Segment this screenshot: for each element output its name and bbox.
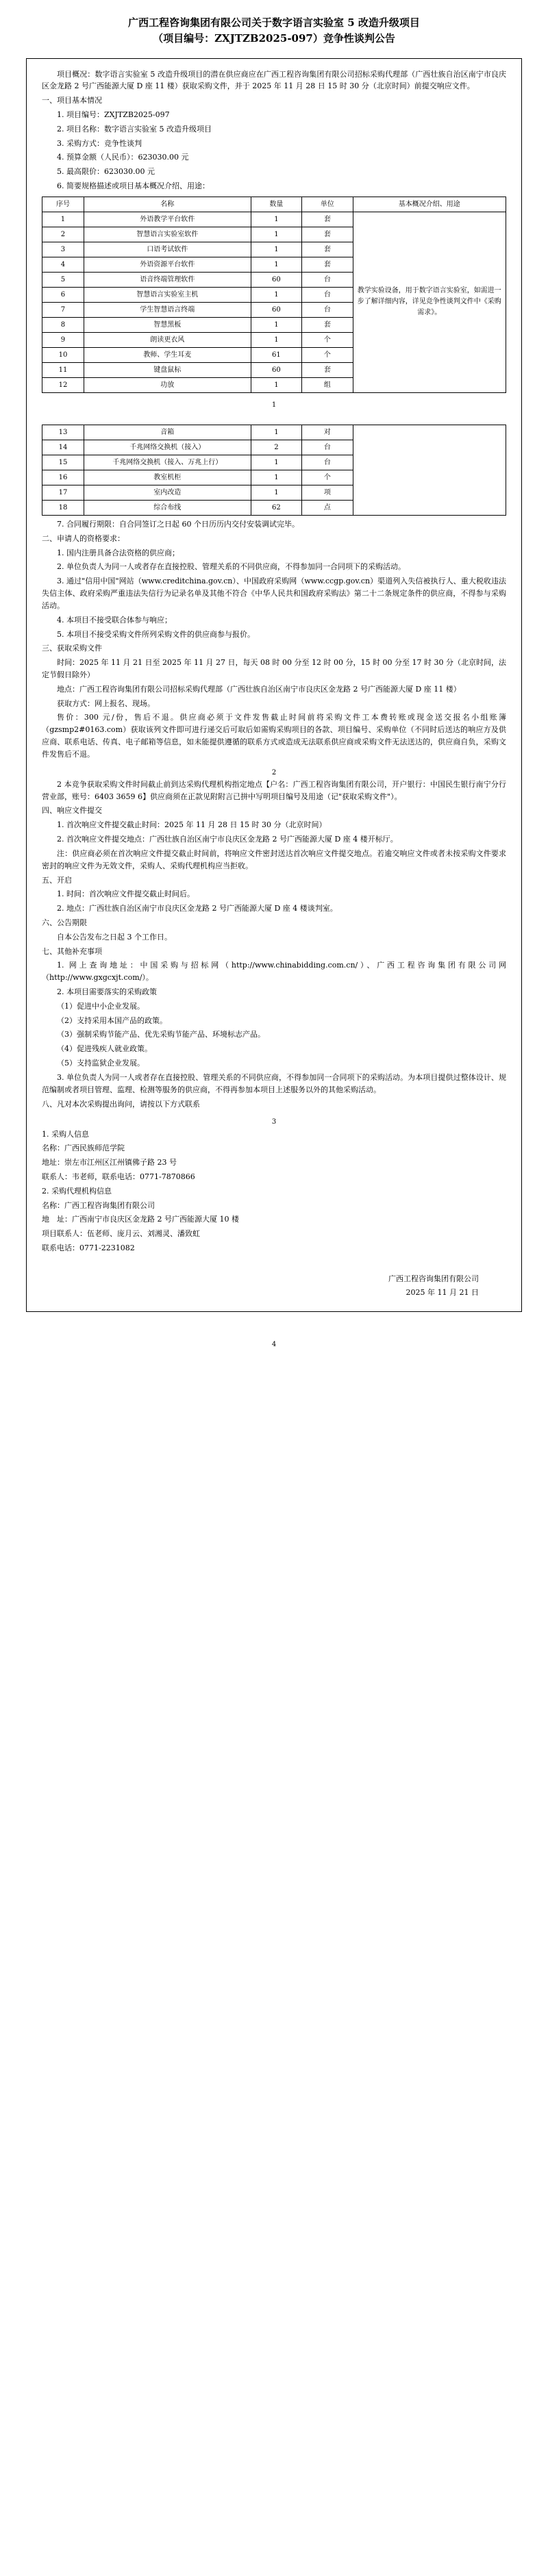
cell-name: 千兆网络交换机（接入、万兆上行） <box>84 455 251 470</box>
section-2-item: 3. 通过"信用中国"网站（www.creditchina.gov.cn）、中国政府采购网（www.ccgp.gov.cn）渠道列入失信被执行人、重大税收违法失信主体、政府采购严重违法失信行为记录名单及其他不符合《中华人民共和国政府采购法》第二十二条规定条件的供应商，不得参与采购活动。 <box>42 577 506 610</box>
cell-index: 16 <box>42 470 84 485</box>
intro-paragraph: 项目概况：数字语言实验室 5 改造升级项目的潜在供应商应在广西工程咨询集团有限公司招标采购代理部（广西壮族自治区南宁市良庆区金龙路 2 号广西能源大厦 D 座 11 楼）获取采购文件，并于 2025 年 11 月 28 日 15 时 30 分（北京时间）前提交响应文件。 <box>42 69 506 91</box>
cell-qty: 60 <box>251 272 301 287</box>
agency-phone: 联系电话：0771-2231082 <box>42 1243 135 1252</box>
section-2-item: 5. 本项目不接受采购文件所列采购文件的供应商参与报价。 <box>57 629 255 639</box>
section-3-item: 售价：300 元/份，售后不退。供应商必须于文件发售截止时间前将采购文件工本费转账或现金送交报名小组账簿（gzsmp2#0163.com）获取该列文件即可进行递交后可取后如需购采购项目的各款、项目编号、采购单位（不同时后送达的响应方及供应商、联系电话、传真、电子邮箱等信息，如未能提供遵循的联系方式或造成无法联系供应商或采购文件无法送达的，供应商自负，采购文件发售后不退。 <box>42 713 506 759</box>
section-5-item: 1. 时间：首次响应文件提交截止时间后。 <box>57 889 195 899</box>
cell-qty: 1 <box>251 332 301 347</box>
title-line-1: 广西工程咨询集团有限公司关于数字语言实验室 5 改造升级项目 <box>128 16 420 29</box>
signature-block <box>42 1272 479 1300</box>
page-number: 1 <box>271 401 277 409</box>
section-2-item: 2. 单位负责人为同一人或者存在直接控股、管理关系的不同供应商，不得参加同一合同项下的采购活动。 <box>57 562 406 572</box>
section-1-item: 2. 项目名称：数字语言实验室 5 改造升级项目 <box>57 124 212 134</box>
section-1-item: 1. 项目编号：ZXJTZB2025-097 <box>57 110 170 119</box>
cell-qty: 1 <box>251 425 301 440</box>
cell-name: 综合布线 <box>84 501 251 516</box>
cell-name: 音箱 <box>84 425 251 440</box>
buyer-address: 地址：崇左市江州区江州镇佛子路 23 号 <box>42 1158 177 1167</box>
cell-qty: 1 <box>251 242 301 257</box>
section-8-heading: 八、凡对本次采购提出询问，请按以下方式联系 <box>42 1099 200 1109</box>
page-number: 3 <box>271 1118 277 1126</box>
table-col-header: 单位 <box>302 197 353 212</box>
cell-description: 教学实验设备，用于数字语言实验室，如需进一步了解详细内容，详见竞争性谈判文件中《采购需求》。 <box>353 212 506 392</box>
cell-index: 9 <box>42 332 84 347</box>
table-col-header: 名称 <box>84 197 251 212</box>
cell-index: 13 <box>42 425 84 440</box>
note-7: 7. 合同履行期限：自合同签订之日起 60 个日历历内交付安装调试完毕。 <box>57 520 299 529</box>
section-5-heading: 五、开启 <box>42 875 72 885</box>
cell-index: 3 <box>42 242 84 257</box>
section-3-item: 时间：2025 年 11 月 21 日至 2025 年 11 月 27 日，每天 08 时 00 分至 12 时 00 分，15 时 00 分至 17 时 30 分（北京时间，法定节假日除外） <box>42 658 506 679</box>
section-3-item: 地点：广西工程咨询集团有限公司招标采购代理部（广西壮族自治区南宁市良庆区金龙路 2 号广西能源大厦 D 座 11 楼） <box>57 684 461 694</box>
cell-index: 2 <box>42 227 84 242</box>
cell-index: 8 <box>42 317 84 332</box>
cell-unit: 台 <box>302 272 353 287</box>
title-line-2: （项目编号：ZXJTZB2025-097）竞争性谈判公告 <box>153 32 395 45</box>
section-1-item: 5. 最高限价：623030.00 元 <box>57 167 155 177</box>
cell-unit: 点 <box>302 501 353 516</box>
cell-unit: 台 <box>302 455 353 470</box>
cell-qty: 1 <box>251 227 301 242</box>
section-1-item: 6. 简要规格描述或项目基本概况介绍、用途： <box>57 181 210 190</box>
page-number: 4 <box>271 1341 277 1349</box>
cell-qty: 60 <box>251 302 301 317</box>
section-5-item: 2. 地点：广西壮族自治区南宁市良庆区金龙路 2 号广西能源大厦 D 座 4 楼谈判室。 <box>57 904 338 913</box>
buyer-heading: 1. 采购人信息 <box>42 1129 89 1139</box>
section-7-item: （3）强制采购节能产品、优先采购节能产品、环境标志产品。 <box>57 1030 265 1039</box>
section-7-item: 1. 网上查询地址：中国采购与招标网（http://www.chinabidding.com.cn/）、广西工程咨询集团有限公司网（http://www.gxgcxjt.com/）。 <box>42 961 506 983</box>
cell-index: 1 <box>42 212 84 227</box>
cell-unit: 套 <box>302 227 353 242</box>
cell-qty: 1 <box>251 485 301 501</box>
cell-qty: 2 <box>251 440 301 455</box>
announcement-body-box <box>26 58 522 1313</box>
cell-unit: 套 <box>302 317 353 332</box>
agency-heading: 2. 采购代理机构信息 <box>42 1186 112 1196</box>
cell-name: 功放 <box>84 377 251 392</box>
section-7-heading: 七、其他补充事项 <box>42 946 102 956</box>
section-1-heading: 一、项目基本情况 <box>42 96 102 105</box>
cell-unit: 台 <box>302 287 353 302</box>
section-1-item: 4. 预算金额（人民币）：623030.00 元 <box>57 153 189 162</box>
table-row <box>42 212 506 227</box>
agency-contact-person: 项目联系人：伍老师、庞月云、刘湘灵、潘致虹 <box>42 1229 200 1239</box>
cell-unit: 套 <box>302 362 353 377</box>
cell-qty: 62 <box>251 501 301 516</box>
cell-unit: 组 <box>302 377 353 392</box>
section-6-item: 自本公告发布之日起 3 个工作日。 <box>57 932 172 942</box>
cell-name: 朗读更衣风 <box>84 332 251 347</box>
cell-index: 10 <box>42 347 84 362</box>
signature-org: 广西工程咨询集团有限公司 <box>388 1274 479 1283</box>
cell-name: 学生智慧语言终端 <box>84 302 251 317</box>
document-page <box>0 15 548 1365</box>
table-col-header: 序号 <box>42 197 84 212</box>
section-7-item: 2. 本项目需要落实的采购政策 <box>57 987 157 996</box>
cell-index: 4 <box>42 257 84 272</box>
agency-name: 名称：广西工程咨询集团有限公司 <box>42 1200 155 1210</box>
cell-name: 室内改造 <box>84 485 251 501</box>
cell-name: 口语考试软件 <box>84 242 251 257</box>
page-number: 2 <box>271 768 277 776</box>
cell-qty: 60 <box>251 362 301 377</box>
signature-date: 2025 年 11 月 21 日 <box>406 1287 479 1297</box>
section-7-item: （5）支持监狱企业发展。 <box>57 1059 145 1068</box>
cell-index: 17 <box>42 485 84 501</box>
section-7-item: （2）支持采用本国产品的政策。 <box>57 1015 167 1025</box>
section-2-heading: 二、申请人的资格要求： <box>42 533 125 543</box>
cell-unit: 项 <box>302 485 353 501</box>
cell-index: 15 <box>42 455 84 470</box>
section-1-item: 3. 采购方式：竞争性谈判 <box>57 138 142 148</box>
cell-name: 智慧黑板 <box>84 317 251 332</box>
table-col-header: 数量 <box>251 197 301 212</box>
section-7-item: 3. 单位负责人为同一人或者存在直接控股、管理关系的不同供应商，不得参加同一合同项下的采购活动。为本项目提供过整体设计、规范编制或者项目管理、监理、检测等服务的供应商，不得再参加本项目上述服务以外的其他采购活动。 <box>42 1072 506 1094</box>
table-col-header: 基本概况介绍、用途 <box>353 197 506 212</box>
section-7-item: （4）促进残疾人就业政策。 <box>57 1044 152 1054</box>
section-4-item: 1. 首次响应文件提交截止时间：2025 年 11 月 28 日 15 时 30 分（北京时间） <box>57 820 327 830</box>
section-2-item: 4. 本项目不接受联合体参与响应； <box>57 615 172 624</box>
buyer-phone: 联系人：韦老师，联系电话：0771-7870866 <box>42 1172 195 1181</box>
cell-index: 11 <box>42 362 84 377</box>
cell-index: 14 <box>42 440 84 455</box>
table-row <box>42 425 506 440</box>
cell-name: 外语教学平台软件 <box>84 212 251 227</box>
agency-address: 地 址：广西南宁市良庆区金龙路 2 号广西能源大厦 10 楼 <box>42 1215 239 1224</box>
cell-index: 6 <box>42 287 84 302</box>
cell-unit: 个 <box>302 347 353 362</box>
cell-name: 千兆网络交换机（接入） <box>84 440 251 455</box>
cell-qty: 1 <box>251 287 301 302</box>
procurement-items-table-part2 <box>42 425 506 516</box>
cell-index: 5 <box>42 272 84 287</box>
cell-index: 12 <box>42 377 84 392</box>
cell-unit: 套 <box>302 212 353 227</box>
cell-description-empty <box>353 425 506 516</box>
section-4-item: 注：供应商必须在首次响应文件提交截止时间前，将响应文件密封送达首次响应文件提交地点。若逾交响应文件或者未按采购文件要求密封的响应文件为无效文件，采购人、采购代理机构应当拒收。 <box>42 848 506 870</box>
cell-unit: 套 <box>302 257 353 272</box>
cell-qty: 1 <box>251 257 301 272</box>
section-3-heading: 三、获取采购文件 <box>42 644 102 653</box>
section-6-heading: 六、公告期限 <box>42 918 87 927</box>
procurement-items-table-part1 <box>42 197 506 393</box>
table-header-row <box>42 197 506 212</box>
section-3-extra: 2 本竞争获取采购文件时间截止前到达采购代理机构指定地点【户名：广西工程咨询集团有限公司，开户银行：中国民生银行南宁分行营业部，账号：6403 3659 6】供应商须在正款见附附言已拼中写明项目编号及用途（记"获取采购文件"）。 <box>42 779 506 801</box>
buyer-name: 名称：广西民族师范学院 <box>42 1144 125 1153</box>
cell-qty: 1 <box>251 317 301 332</box>
cell-qty: 1 <box>251 212 301 227</box>
cell-unit: 个 <box>302 470 353 485</box>
cell-unit: 个 <box>302 332 353 347</box>
cell-name: 智慧语言实验室软件 <box>84 227 251 242</box>
cell-name: 教室机柜 <box>84 470 251 485</box>
cell-name: 智慧语言实验室主机 <box>84 287 251 302</box>
cell-name: 外语资源平台软件 <box>84 257 251 272</box>
cell-name: 语音终端管理软件 <box>84 272 251 287</box>
section-4-heading: 四、响应文件提交 <box>42 806 102 816</box>
cell-unit: 台 <box>302 440 353 455</box>
cell-qty: 1 <box>251 470 301 485</box>
section-7-item: （1）促进中小企业发展。 <box>57 1001 145 1011</box>
cell-qty: 61 <box>251 347 301 362</box>
cell-index: 18 <box>42 501 84 516</box>
cell-unit: 对 <box>302 425 353 440</box>
cell-unit: 套 <box>302 242 353 257</box>
section-3-item: 获取方式：网上报名、现场。 <box>57 698 155 708</box>
cell-name: 键盘鼠标 <box>84 362 251 377</box>
cell-unit: 台 <box>302 302 353 317</box>
cell-qty: 1 <box>251 455 301 470</box>
cell-name: 教师、学生耳麦 <box>84 347 251 362</box>
section-4-item: 2. 首次响应文件提交地点：广西壮族自治区南宁市良庆区金龙路 2 号广西能源大厦 D 座 4 楼开标厅。 <box>57 835 398 844</box>
cell-index: 7 <box>42 302 84 317</box>
cell-qty: 1 <box>251 377 301 392</box>
page-title <box>41 15 507 47</box>
section-2-item: 1. 国内注册具备合法资格的供应商； <box>57 548 179 557</box>
